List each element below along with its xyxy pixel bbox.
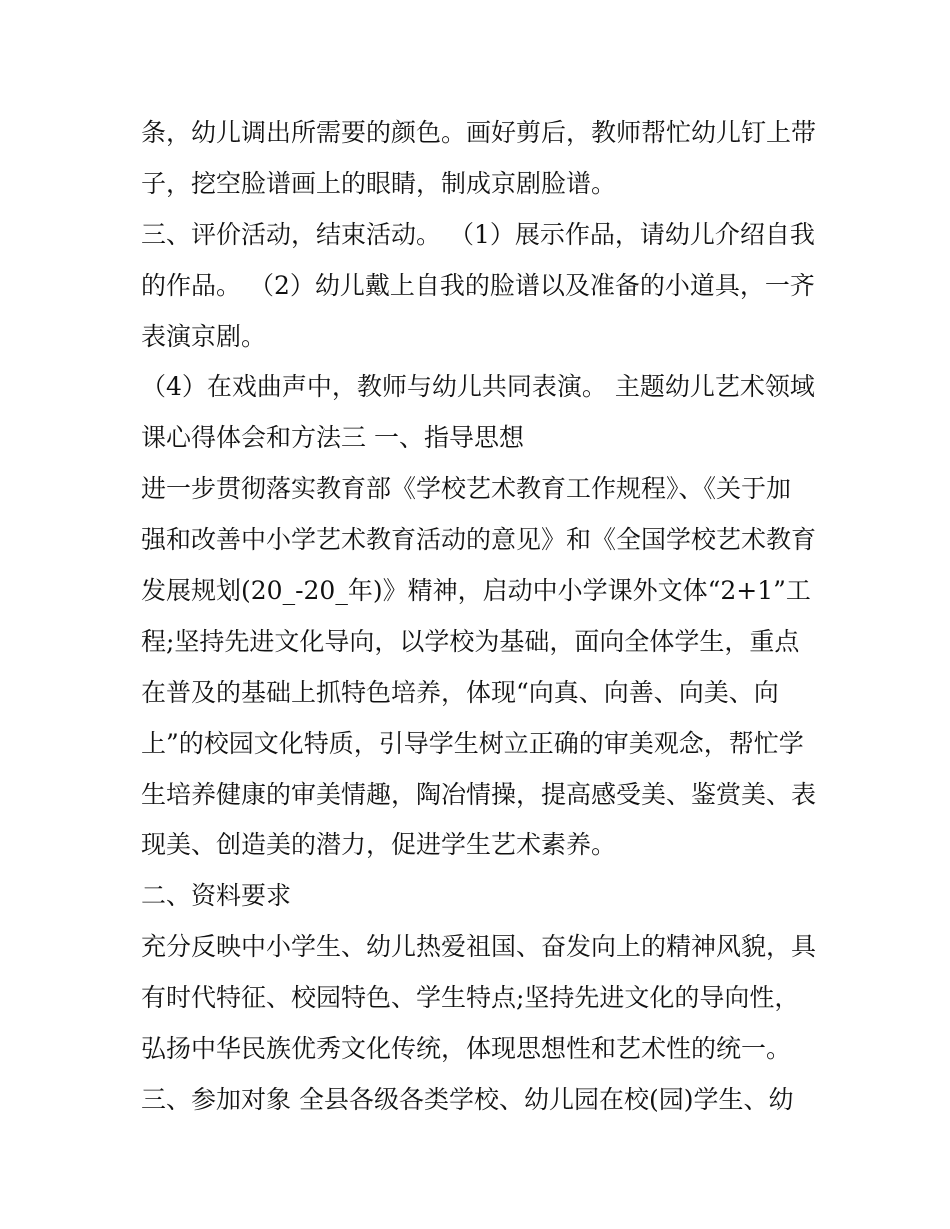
text-line-20: 三、参加对象 全县各级各类学校、幼儿园在校(园)学生、幼 — [141, 1084, 794, 1114]
text-line-5: 表演京剧。 — [141, 321, 267, 351]
text-line-18: 有时代特征、校园特色、学生特点;坚持先进文化的导向性， — [141, 983, 800, 1013]
text-line-3: 三、评价活动，结束活动。 （1）展示作品，请幼儿介绍自我 — [141, 219, 815, 249]
text-line-15: 现美、创造美的潜力，促进学生艺术素养。 — [141, 830, 617, 860]
text-line-9: 强和改善中小学艺术教育活动的意见》和《全国学校艺术教育 — [141, 525, 817, 555]
text-line-10: 发展规划(20_-20_年)》精神，启动中小学课外文体“2+1”工 — [141, 576, 811, 606]
text-line-17: 充分反映中小学生、幼儿热爱祖国、奋发向上的精神风貌，具 — [141, 932, 817, 962]
text-line-12: 在普及的基础上抓特色培养，体现“向真、向善、向美、向 — [141, 677, 779, 707]
text-line-11: 程;坚持先进文化导向，以学校为基础，面向全体学生，重点 — [141, 626, 800, 656]
text-line-2: 子，挖空脸谱画上的眼睛，制成京剧脸谱。 — [141, 168, 617, 198]
text-line-19: 弘扬中华民族优秀文化传统，体现思想性和艺术性的统一。 — [141, 1034, 792, 1064]
text-line-8: 进一步贯彻落实教育部《学校艺术教育工作规程》、《关于加 — [141, 474, 792, 504]
text-line-4: 的作品。 （2）幼儿戴上自我的脸谱以及准备的小道具，一齐 — [141, 270, 815, 300]
text-line-1: 条，幼儿调出所需要的颜色。画好剪后，教师帮忙幼儿钉上带 — [141, 118, 817, 147]
text-line-6: （4）在戏曲声中，教师与幼儿共同表演。 主题幼儿艺术领域 — [141, 372, 815, 402]
text-line-16: 二、资料要求 — [141, 881, 292, 911]
text-line-14: 生培养健康的审美情趣，陶冶情操，提高感受美、鉴赏美、表 — [141, 779, 817, 809]
body-text — [141, 108, 821, 1126]
text-line-7: 课心得体会和方法三 一、指导思想 — [141, 423, 524, 453]
text-line-13: 上”的校园文化特质，引导学生树立正确的审美观念，帮忙学 — [141, 728, 804, 758]
